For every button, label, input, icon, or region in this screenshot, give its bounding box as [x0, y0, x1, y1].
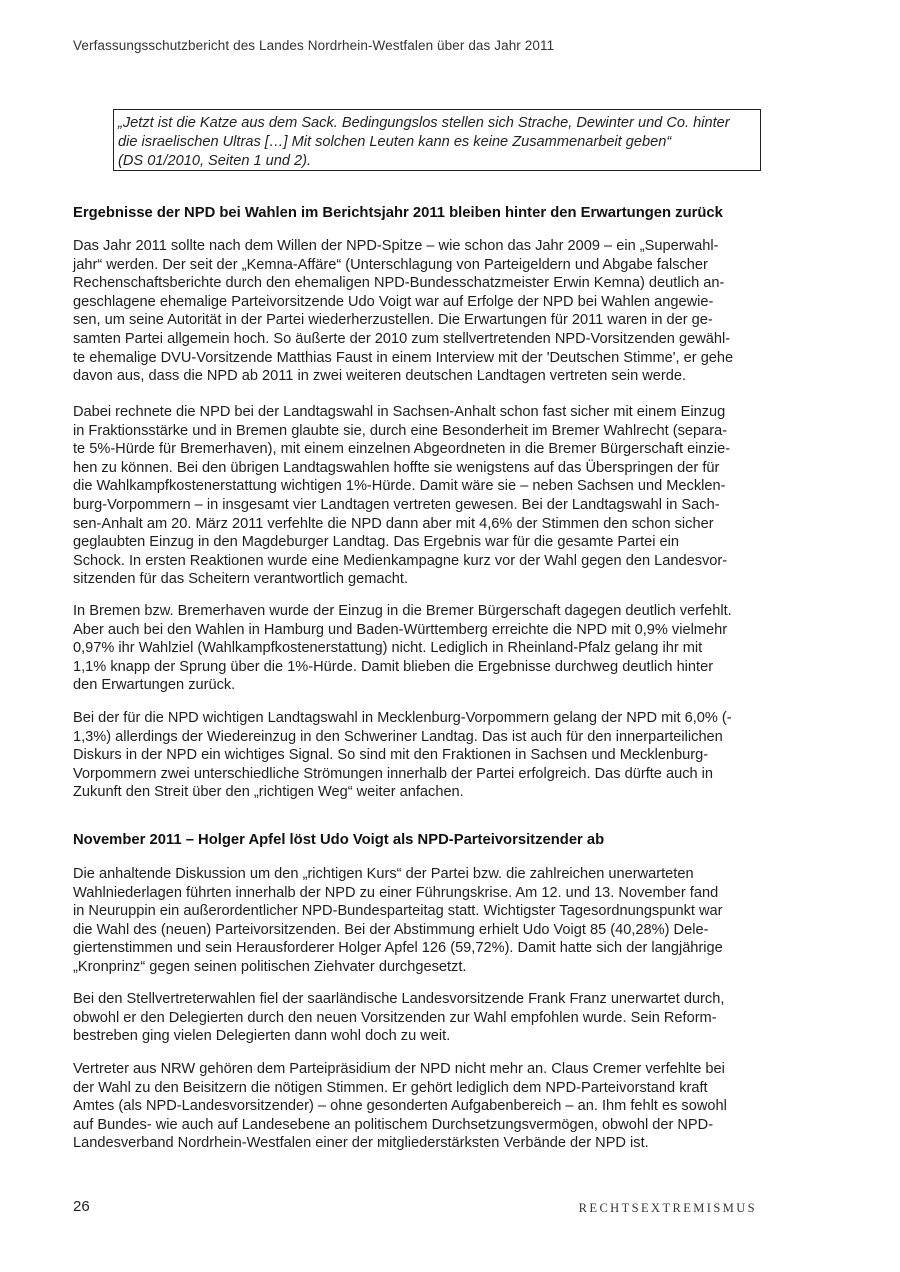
text-line: bestreben ging vielen Delegierten dann wohl doch zu weit. — [73, 1028, 451, 1045]
text-line: Amtes (als NPD-Landesvorsitzender) – ohne gesonderten Aufgabenbereich – an. Ihm fehlt es sowohl — [73, 1098, 727, 1115]
footer-section-label: RECHTSEXTREMISMUS — [578, 1201, 757, 1215]
text-line: giertenstimmen und sein Herausforderer Holger Apfel 126 (59,72%). Damit hatte sich der langjährige — [73, 940, 723, 957]
text-line: davon aus, dass die NPD ab 2011 in zwei weiteren deutschen Landtagen vertreten sein werde. — [73, 368, 687, 385]
text-line: sitzenden für das Scheitern verantwortlich gemacht. — [73, 571, 409, 588]
text-line: te ehemalige DVU-Vorsitzende Matthias Faust in einem Interview mit der 'Deutschen Stimme', er gehe — [73, 349, 734, 366]
text-line: Die anhaltende Diskussion um den „richtigen Kurs“ der Partei bzw. die zahlreichen unerwarteten — [73, 866, 694, 882]
running-header: Verfassungsschutzbericht des Landes Nordrhein-Westfalen über das Jahr 2011 — [73, 38, 555, 53]
section-heading-election-results: Ergebnisse der NPD bei Wahlen im Berichtsjahr 2011 bleiben hinter den Erwartungen zurück — [73, 205, 723, 221]
text-line: hen zu können. Bei den übrigen Landtagswahlen hoffte sie wenigstens auf das Überspringen der für — [73, 459, 720, 476]
text-line: 0,97% ihr Wahlziel (Wahlkampfkostenerstattung) nicht. Lediglich in Rheinland-Pfalz gelang ihr mit — [73, 640, 703, 657]
text-line: in Fraktionsstärke und in Bremen glaubte sie, durch eine Besonderheit im Bremer Wahlrecht (separa- — [73, 422, 728, 439]
text-line: Bei den Stellvertreterwahlen fiel der saarländische Landesvorsitzende Frank Franz unerwartet durch, — [73, 991, 725, 1007]
text-line: die Wahl des (neuen) Parteivorsitzenden. Bei der Abstimmung erhielt Udo Voigt 85 (40,28%) Dele- — [73, 921, 709, 938]
text-line: Schock. In ersten Reaktionen wurde eine Medienkampagne kurz vor der Wahl gegen den Landesvor- — [73, 552, 728, 569]
paragraph — [73, 1060, 763, 1153]
paragraph — [73, 865, 763, 977]
text-line: geschlagene ehemalige Parteivorsitzende Udo Voigt war auf Erfolge der NPD bei Wahlen angewie- — [73, 293, 714, 310]
text-line: burg-Vorpommern – in insgesamt vier Landtagen vertreten gewesen. Bei der Landtagswahl in Sach- — [73, 496, 720, 513]
text-line: die Wahlkampfkostenerstattung wichtigen 1%-Hürde. Damit wäre sie – neben Sachsen und Mecklen- — [73, 478, 726, 495]
text-line: „Kronprinz“ gegen seinen politischen Ziehvater durchgesetzt. — [73, 958, 467, 975]
text-line: te 5%-Hürde für Bremerhaven), mit einem einzelnen Abgeordneten in die Bremer Bürgerschaft einzie- — [73, 441, 731, 458]
text-line: auf Bundes- wie auch auf Landesebene an politischem Durchsetzungsvermögen, obwohl der NPD- — [73, 1116, 714, 1133]
text-line: Dabei rechnete die NPD bei der Landtagswahl in Sachsen-Anhalt schon fast sicher mit einem Einzug — [73, 404, 726, 420]
section-heading-party-leadership: November 2011 – Holger Apfel löst Udo Voigt als NPD-Parteivorsitzender ab — [73, 832, 605, 848]
text-line: Das Jahr 2011 sollte nach dem Willen der NPD-Spitze – wie schon das Jahr 2009 – ein „Superwahl- — [73, 238, 719, 254]
paragraph — [73, 403, 763, 589]
text-line: Vorpommern zwei unterschiedliche Strömungen innerhalb der Partei erfolgreich. Das dürfte auch in — [73, 765, 714, 782]
paragraph — [73, 237, 763, 386]
text-line: Zukunft den Streit über den „richtigen Weg“ weiter anfachen. — [73, 784, 464, 801]
text-line: Rechenschaftsberichte durch den ehemaligen NPD-Bundesschatzmeister Erwin Kemna) deutlich an- — [73, 275, 725, 292]
text-line: obwohl er den Delegierten durch den neuen Vorsitzenden zur Wahl empfohlen wurde. Sein Reform- — [73, 1009, 717, 1026]
text-line: Bei der für die NPD wichtigen Landtagswahl in Mecklenburg-Vorpommern gelang der NPD mit 6,0% (- — [73, 710, 732, 726]
paragraph — [73, 602, 763, 695]
text-line: geglaubten Einzug in den Magdeburger Landtag. Das Ergebnis war für die gesamte Partei ein — [73, 534, 680, 551]
text-line: sen-Anhalt am 20. März 2011 verfehlte die NPD dann aber mit 4,6% der Stimmen den schon sicher — [73, 515, 714, 532]
text-line: der Wahl zu den Beisitzern die nötigen Stimmen. Er gehört lediglich dem NPD-Parteivorstand kraft — [73, 1079, 708, 1096]
text-line: Wahlniederlagen führten innerhalb der NPD zu einer Führungskrise. Am 12. und 13. November fand — [73, 884, 719, 901]
text-line: Landesverband Nordrhein-Westfalen einer der mitgliederstärksten Verbände der NPD ist. — [73, 1135, 649, 1152]
quote-line: die israelischen Ultras […] Mit solchen Leuten kann es keine Zusammenarbeit geben“ — [118, 134, 672, 150]
quote-line: (DS 01/2010, Seiten 1 und 2). — [118, 153, 312, 169]
text-line: jahr“ werden. Der seit der „Kemna-Affäre“ (Unterschlagung von Parteigeldern und Abgabe falscher — [73, 256, 708, 273]
paragraph — [73, 709, 763, 802]
paragraph — [73, 990, 763, 1046]
quote-box — [113, 109, 761, 171]
text-line: Vertreter aus NRW gehören dem Parteipräsidium der NPD nicht mehr an. Claus Cremer verfehlte bei — [73, 1061, 725, 1077]
text-line: 1,1% knapp der Sprung über die 1%-Hürde. Damit blieben die Ergebnisse durchweg deutlich hinter — [73, 658, 714, 675]
text-line: den Erwartungen zurück. — [73, 677, 236, 694]
text-line: in Neuruppin ein außerordentlicher NPD-Bundesparteitag statt. Wichtigster Tagesordnungspunkt war — [73, 903, 723, 920]
text-line: Diskurs in der NPD ein wichtiges Signal. So sind mit den Fraktionen in Sachsen und Mecklenburg- — [73, 747, 709, 764]
text-line: 1,3%) allerdings der Wiedereinzug in den Schweriner Landtag. Das ist auch für den innerparteilichen — [73, 728, 723, 745]
page-number: 26 — [73, 1198, 90, 1215]
quote-line: „Jetzt ist die Katze aus dem Sack. Bedingungslos stellen sich Strache, Dewinter und Co. hinter — [118, 115, 730, 131]
text-line: samten Partei allgemein hoch. So äußerte der 2010 zum stellvertretenden NPD-Vorsitzenden gewähl- — [73, 330, 731, 347]
text-line: sen, um seine Autorität in der Partei wiederherzustellen. Die Erwartungen für 2011 waren in der ge- — [73, 312, 713, 329]
text-line: Aber auch bei den Wahlen in Hamburg und Baden-Württemberg erreichte die NPD mit 0,9% vielmehr — [73, 621, 728, 638]
text-line: In Bremen bzw. Bremerhaven wurde der Einzug in die Bremer Bürgerschaft dagegen deutlich verfehlt. — [73, 603, 732, 619]
